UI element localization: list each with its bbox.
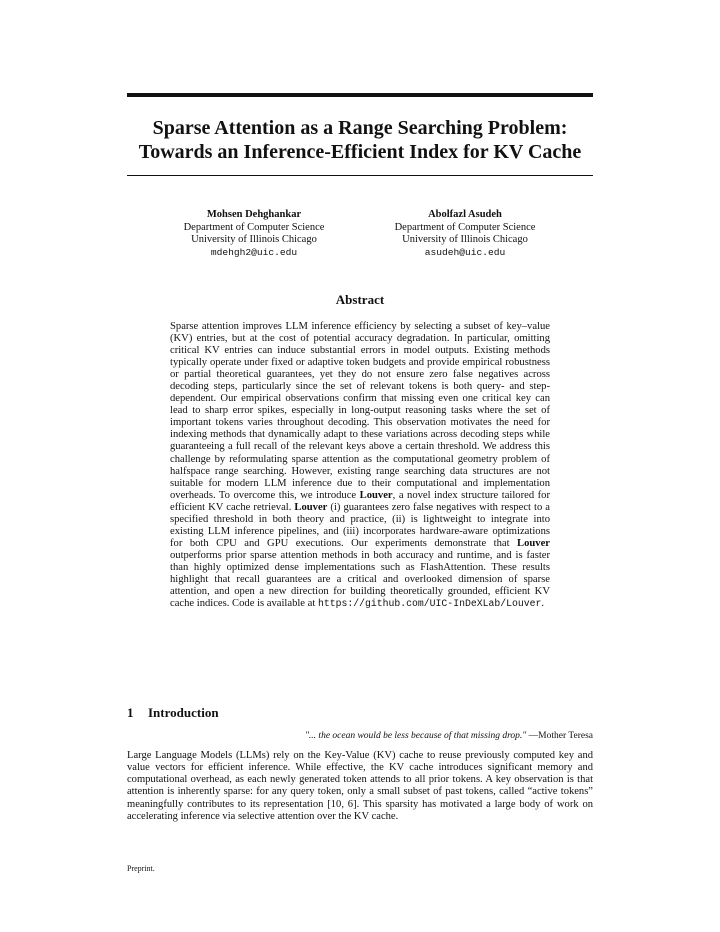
title-top-rule — [127, 93, 593, 97]
title-bottom-rule — [127, 175, 593, 176]
author-1 — [154, 209, 354, 259]
author-name: Abolfazl Asudeh — [428, 209, 502, 220]
section-heading — [127, 705, 593, 721]
section-number: 1 — [127, 705, 134, 720]
author-department: Department of Computer Science — [394, 221, 536, 233]
author-department: Department of Computer Science — [183, 221, 325, 233]
epigraph — [127, 730, 593, 742]
author-email: mdehgh2@uic.edu — [210, 246, 298, 258]
author-university: University of Illinois Chicago — [191, 234, 317, 245]
preprint-footer: Preprint. — [127, 864, 155, 873]
abstract-text: outperforms prior sparse attention methods in both accuracy and runtime, and is faster than highly optimized dense implementations such as FlashAttention. These results highlight that recall guarantees are a critical and overlooked dimension of sparse attention, and open a new direction for building theoretically grounded, efficient KV cache indices. Code is available at — [170, 549, 550, 610]
abstract-text: , a novel index structure tailored for efficient KV cache retrieval. — [170, 489, 550, 513]
abstract-text: (i) guarantees zero false negatives with respect to a specified threshold in both theory and practice, (ii) is lightweight to integrate into existing LLM inference pipelines, and (iii) incorporates hardware-aware optimizations for both CPU and GPU executions. Our experiments demonstrate that — [170, 501, 551, 549]
paper-title — [127, 116, 593, 164]
author-name: Mohsen Dehghankar — [206, 209, 302, 220]
abstract-text: Sparse attention improves LLM inference efficiency by selecting a subset of key–value (KV) entries, but at the cost of potential accuracy degradation. In particular, omitting critical KV entries can induce substantial errors in model outputs. Existing methods typically operate under fixed or adaptive token budgets and provide empirical robustness or partial theoretical guarantees, yet they do not ensure zero false negatives across decoding steps, particularly since the set of relevant tokens is both query- and step-dependent. Our empirical observations confirm that missing even one critical key can lead to sharp error spikes, especially in long-output reasoning tasks where the set of important tokens varies throughout decoding. This observation motivates the need for indexing methods that dynamically adapt to these variations across decoding steps while guaranteeing a full recall of the relevant keys above a certain threshold. We address this challenge by reformulating sparse attention as the computational geometry problem of halfspace range searching. However, existing range searching data structures are not suitable for modern LLM inference due to their computational and implementation overheads. To overcome this, we introduce — [170, 321, 550, 501]
author-email: asudeh@uic.edu — [424, 246, 506, 258]
abstract-heading: Abstract — [335, 292, 385, 307]
code-link[interactable]: https://github.com/UIC-InDeXLab/Louver — [317, 598, 542, 610]
abstract-body — [170, 321, 550, 610]
system-name: Louver — [517, 537, 550, 549]
abstract-text: . — [541, 598, 545, 610]
section-title: Introduction — [148, 705, 219, 720]
epigraph-attribution: —Mother Teresa — [526, 731, 593, 741]
epigraph-text: "... the ocean would be less because of that missing drop." — [304, 731, 527, 741]
title-line-1: Sparse Attention as a Range Searching Problem: — [152, 117, 568, 139]
system-name: Louver — [294, 501, 328, 513]
author-block — [127, 209, 593, 269]
author-university: University of Illinois Chicago — [402, 234, 528, 245]
title-line-2: Towards an Inference-Efficient Index for KV Cache — [138, 141, 582, 163]
intro-paragraph: Large Language Models (LLMs) rely on the Key-Value (KV) cache to reuse previously computed key and value vectors for efficient inference. While effective, the KV cache introduces significant memory and computational overhead, as each newly generated token attends to all prior tokens. A key observation is that attention is inherently sparse: for any query token, only a small subset of past tokens, called “active tokens” meaningfully contributes to its representation [10, 6]. This sparsity has motivated a large body of work on accelerating inference via selective attention over the KV cache. — [127, 750, 593, 822]
author-2 — [365, 209, 565, 259]
system-name: Louver — [359, 489, 393, 501]
